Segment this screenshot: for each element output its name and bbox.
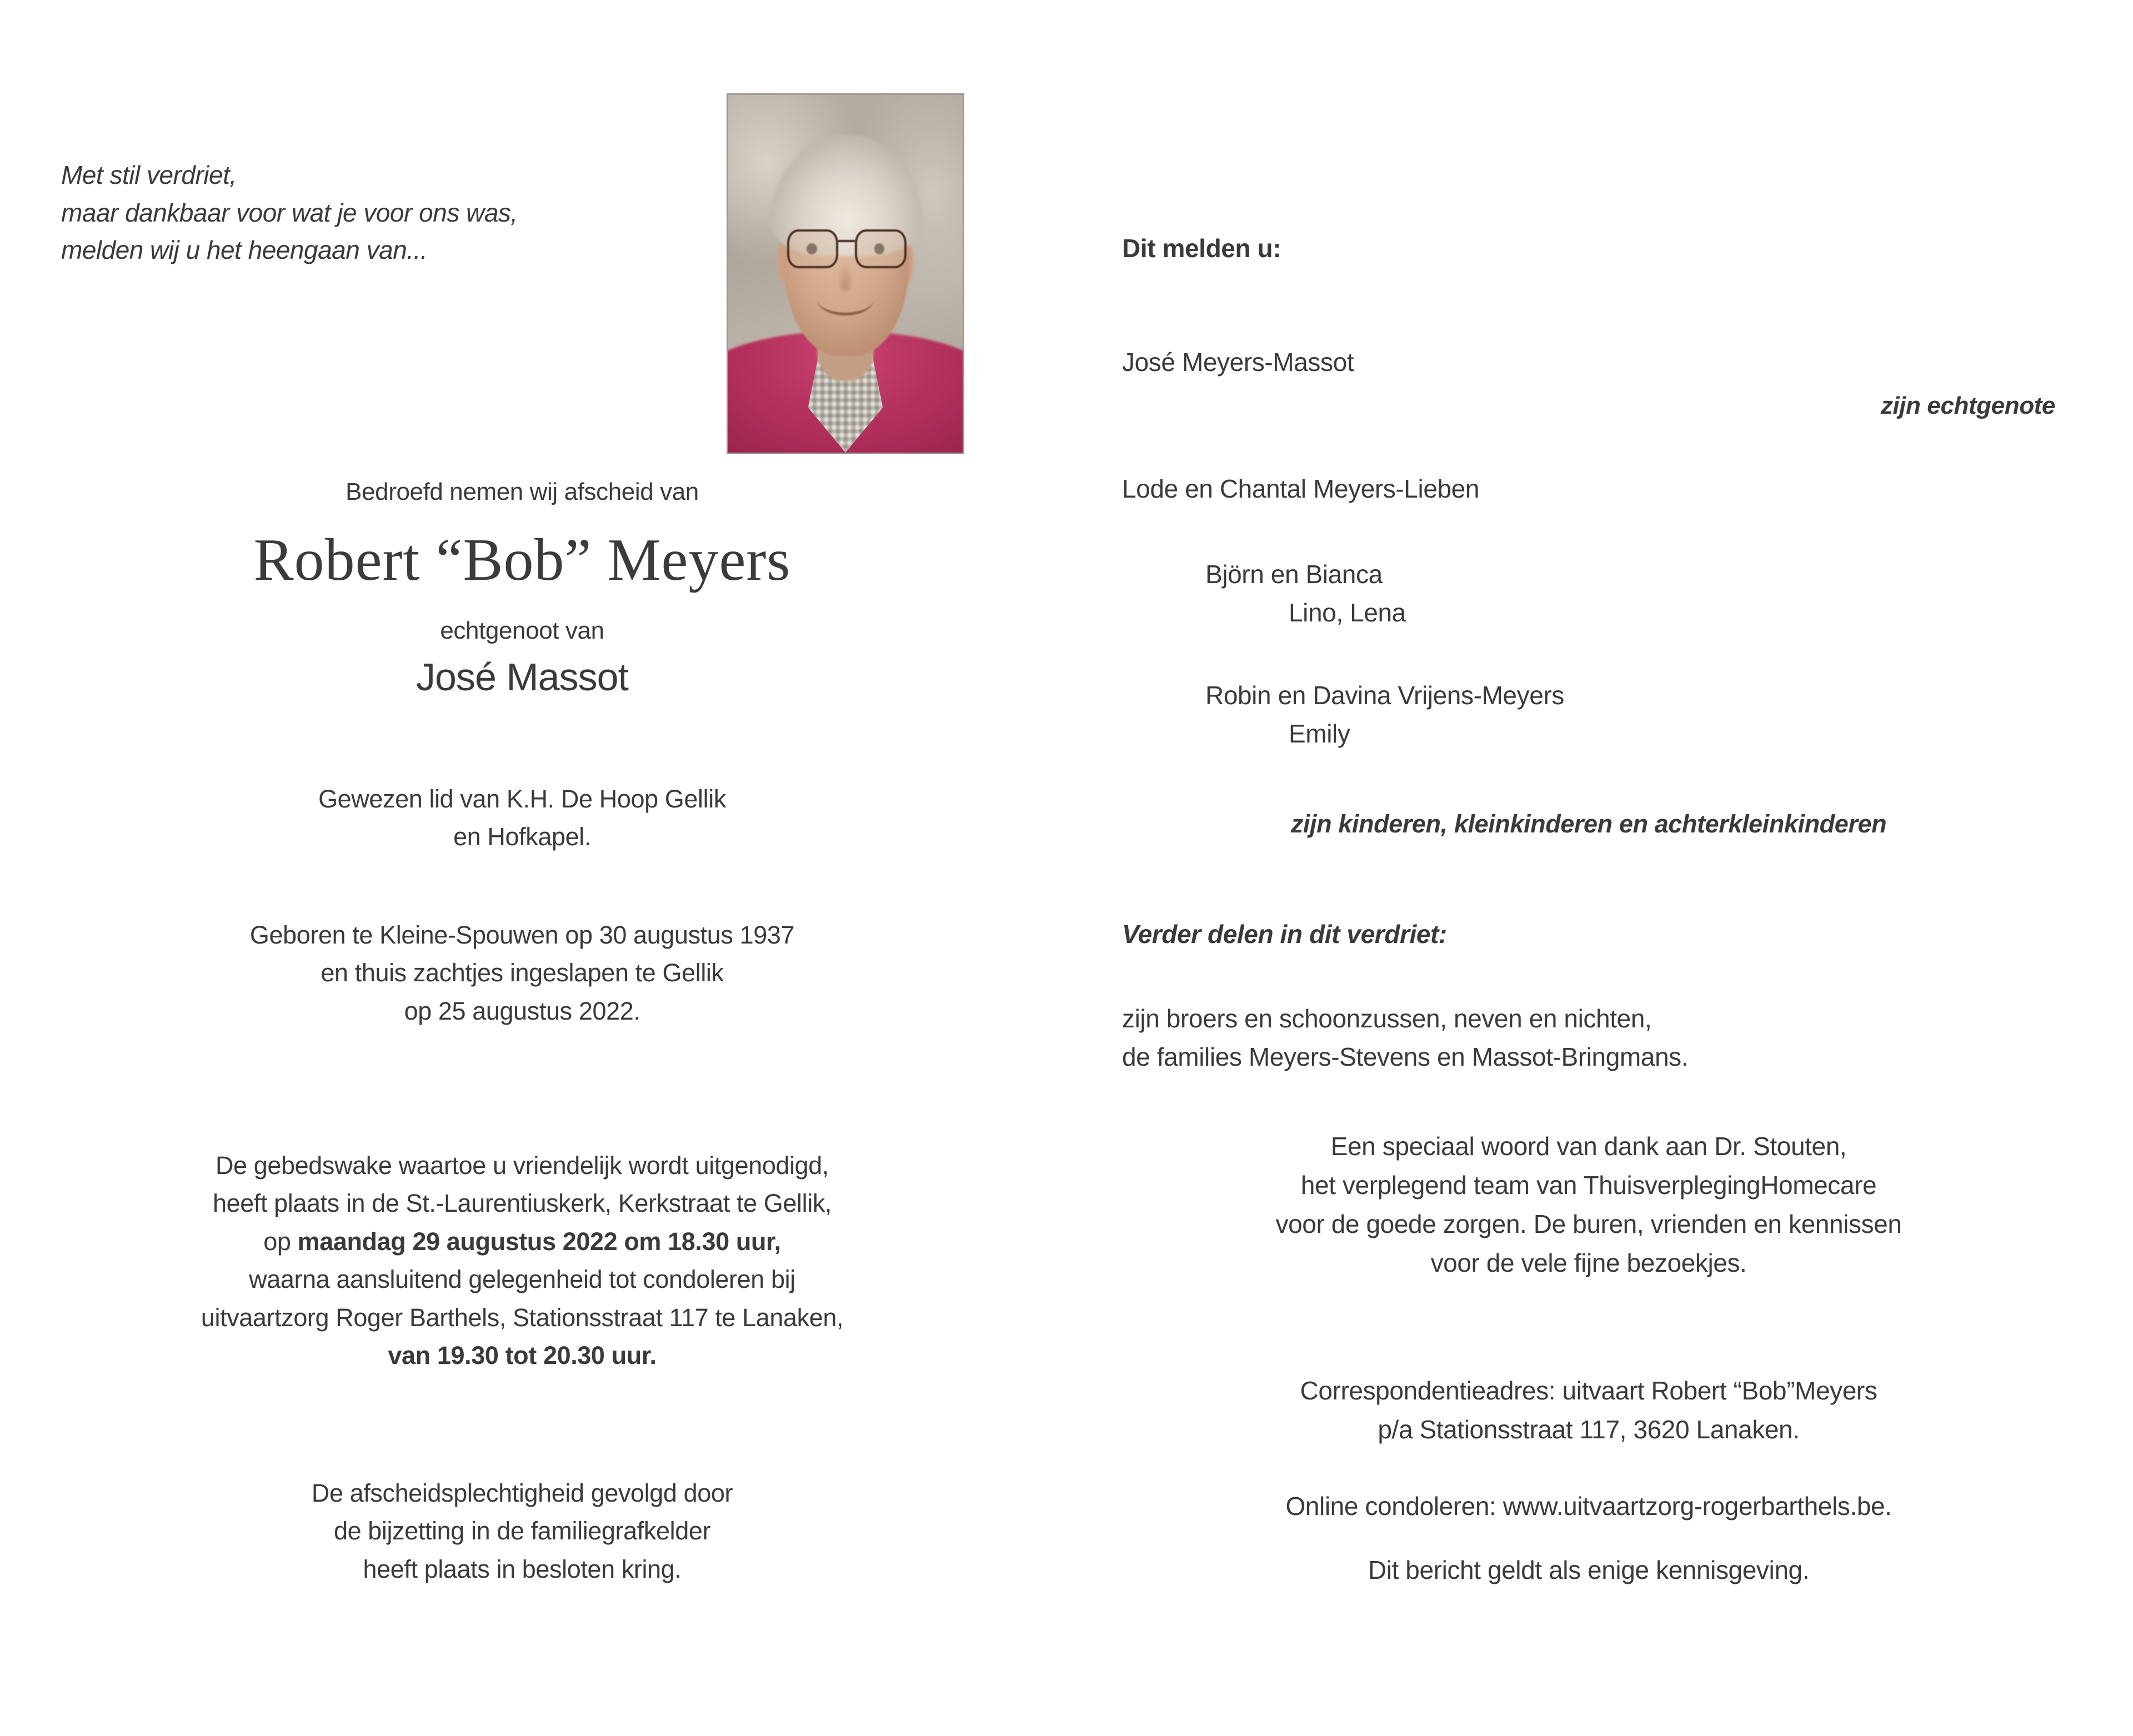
verse-line-2: maar dankbaar voor wat je voor ons was, bbox=[61, 198, 518, 227]
vigil-line-3-prefix: op bbox=[263, 1227, 298, 1256]
photo-glasses-bridge bbox=[838, 240, 855, 242]
descendants-label: zijn kinderen, kleinkinderen en achterkleinkinderen bbox=[1290, 810, 1887, 838]
photo-lens-left bbox=[787, 229, 839, 269]
spouse-name: José Massot bbox=[416, 655, 628, 699]
portrait-photo bbox=[727, 93, 964, 454]
grandchild-line-2: Emily bbox=[1289, 719, 1350, 748]
thanks-line-2: het verplegend team van ThuisverplegingHomecare bbox=[1300, 1170, 1877, 1200]
photo-glasses bbox=[787, 229, 907, 269]
membership bbox=[61, 780, 983, 856]
correspondence-line-1: Correspondentieadres: uitvaart Robert “Bob”Meyers bbox=[1300, 1376, 1877, 1405]
correspondence-address bbox=[1122, 1372, 2055, 1449]
family-couple-2: Robin en Davina Vrijens-Meyers bbox=[1205, 681, 1564, 710]
sole-notice-line: Dit bericht geldt als enige kennisgeving. bbox=[1368, 1556, 1810, 1584]
vigil-details bbox=[61, 1147, 983, 1374]
condolence-hours: van 19.30 tot 20.30 uur. bbox=[388, 1341, 657, 1369]
farewell-ceremony bbox=[61, 1474, 983, 1588]
vigil-line-2: heeft plaats in de St.-Laurentiuskerk, Kerkstraat te Gellik, bbox=[212, 1189, 832, 1218]
vigil-line-4: waarna aansluitend gelegenheid tot condoleren bij bbox=[249, 1265, 795, 1294]
intro-verse bbox=[61, 157, 750, 269]
deceased-name: Robert “Bob” Meyers bbox=[253, 527, 791, 593]
vigil-line-3 bbox=[61, 1223, 983, 1261]
farewell-line-3: heeft plaats in besloten kring. bbox=[363, 1554, 682, 1583]
membership-line-2: en Hofkapel. bbox=[453, 822, 591, 851]
right-column bbox=[1122, 0, 2055, 1736]
membership-line-1: Gewezen lid van K.H. De Hoop Gellik bbox=[318, 785, 726, 813]
photo-lens-right bbox=[855, 229, 907, 269]
thanks-paragraph bbox=[1122, 1127, 2055, 1283]
great-grandchild-line-1: Lino, Lena bbox=[1289, 598, 1406, 627]
family-couple-1: Lode en Chantal Meyers-Lieben bbox=[1122, 474, 1480, 503]
grandchild-line-1: Björn en Bianca bbox=[1205, 560, 1383, 589]
death-place-line: en thuis zachtjes ingeslapen te Gellik bbox=[321, 959, 724, 987]
portrait-photo-canvas bbox=[728, 95, 963, 453]
thanks-line-4: voor de vele fijne bezoekjes. bbox=[1430, 1248, 1747, 1277]
online-condolence-line: Online condoleren: www.uitvaartzorg-rogerbarthels.be. bbox=[1285, 1492, 1892, 1521]
spouse-prefix: echtgenoot van bbox=[440, 617, 604, 644]
death-date-line: op 25 augustus 2022. bbox=[404, 996, 640, 1025]
vigil-line-5: uitvaartzorg Roger Barthels, Stationsstraat 117 te Lanaken, bbox=[201, 1303, 844, 1332]
birth-line: Geboren te Kleine-Spouwen op 30 augustus 1937 bbox=[249, 921, 795, 949]
announce-heading: Dit melden u: bbox=[1122, 234, 1281, 263]
relatives-line-2: de families Meyers-Stevens en Massot-Bringmans. bbox=[1122, 1042, 1689, 1071]
vigil-line-1: De gebedswake waartoe u vriendelijk wordt uitgenodigd, bbox=[215, 1151, 829, 1180]
birth-death bbox=[61, 916, 983, 1030]
verse-line-1: Met stil verdriet, bbox=[61, 160, 237, 189]
relatives bbox=[1122, 1000, 2055, 1076]
further-heading: Verder delen in dit verdriet: bbox=[1122, 920, 1447, 949]
widow-relation-label: zijn echtgenote bbox=[1880, 392, 2055, 419]
lead-line: Bedroefd nemen wij afscheid van bbox=[346, 478, 699, 505]
vigil-datetime: maandag 29 augustus 2022 om 18.30 uur, bbox=[297, 1227, 781, 1256]
thanks-line-3: voor de goede zorgen. De buren, vrienden en kennissen bbox=[1275, 1209, 1902, 1238]
family-children-1 bbox=[1122, 555, 2133, 632]
family-couple-2-group bbox=[1122, 676, 2133, 753]
farewell-line-1: De afscheidsplechtigheid gevolgd door bbox=[311, 1479, 733, 1507]
thanks-line-1: Een speciaal woord van dank aan Dr. Stouten, bbox=[1330, 1132, 1847, 1161]
correspondence-line-2: p/a Stationsstraat 117, 3620 Lanaken. bbox=[1378, 1414, 1800, 1444]
relatives-line-1: zijn broers en schoonzussen, neven en nichten, bbox=[1122, 1004, 1652, 1033]
verse-line-3: melden wij u het heengaan van... bbox=[61, 235, 428, 265]
widow-name: José Meyers-Massot bbox=[1122, 348, 1354, 377]
farewell-line-2: de bijzetting in de familiegrafkelder bbox=[333, 1517, 711, 1546]
